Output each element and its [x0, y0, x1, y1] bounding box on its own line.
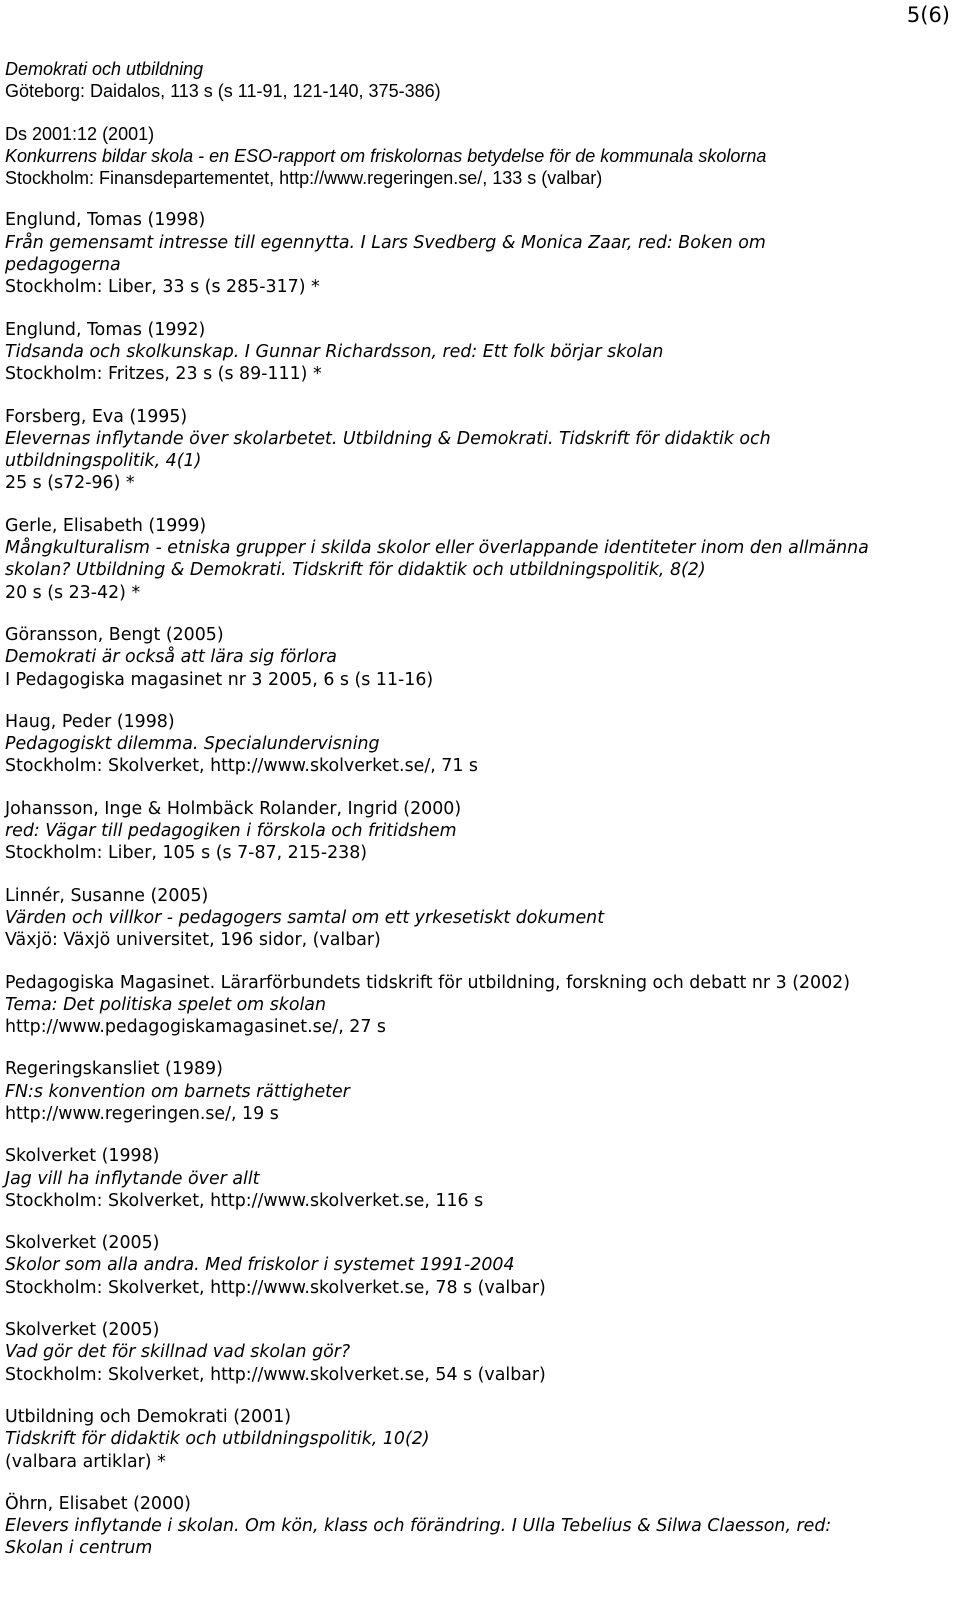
reference-author: Regeringskansliet (1989) — [5, 1059, 223, 1080]
reference-title: Konkurrens bildar skola - en ESO-rapport om friskolornas betydelse för de kommunala skolorna — [5, 145, 767, 166]
reference-author: Göransson, Bengt (2005) — [5, 624, 224, 645]
reference-entry-englund-1998 — [5, 209, 950, 298]
reference-title: Mångkulturalism - etniska grupper i skilda skolor eller överlappande identiteter inom den allmänna — [5, 538, 869, 559]
reference-author: Öhrn, Elisabet (2000) — [5, 1493, 191, 1514]
reference-publication: Stockholm: Liber, 105 s (s 7-87, 215-238) — [5, 843, 368, 864]
reference-entry-linner-2005 — [5, 885, 950, 952]
reference-entry-forsberg-1995 — [5, 406, 950, 495]
reference-author: Skolverket (1998) — [5, 1146, 160, 1167]
reference-entry-haug-1998 — [5, 711, 950, 778]
reference-author: Utbildning och Demokrati (2001) — [5, 1406, 292, 1427]
reference-title: red: Vägar till pedagogiken i förskola och fritidshem — [5, 821, 457, 842]
reference-publication: Stockholm: Skolverket, http://www.skolverket.se, 116 s — [5, 1190, 484, 1211]
reference-publication: Växjö: Växjö universitet, 196 sidor, (valbar) — [5, 930, 381, 951]
reference-title: Pedagogiskt dilemma. Specialundervisning — [5, 734, 380, 755]
reference-author: Englund, Tomas (1998) — [5, 210, 206, 231]
reference-entry-englund-1992 — [5, 319, 950, 386]
reference-list — [5, 58, 950, 1580]
reference-title: Elevernas inflytande över skolarbetet. Utbildning & Demokrati. Tidskrift för didaktik och — [5, 428, 771, 449]
reference-publication: http://www.pedagogiskamagasinet.se/, 27 s — [5, 1017, 386, 1038]
reference-entry-pedagogiska-magasinet-2002 — [5, 972, 950, 1039]
reference-entry-johansson-2000 — [5, 798, 950, 865]
reference-entry-utbildning-och-demokrati-2001 — [5, 1406, 950, 1473]
reference-title: Tidskrift för didaktik och utbildningspolitik, 10(2) — [5, 1429, 430, 1450]
reference-title: Demokrati är också att lära sig förlora — [5, 647, 337, 668]
reference-title: Elevers inflytande i skolan. Om kön, klass och förändring. I Ulla Tebelius & Silwa Claesson, red: — [5, 1516, 832, 1537]
reference-publication: I Pedagogiska magasinet nr 3 2005, 6 s (s 11-16) — [5, 669, 434, 690]
reference-author: Forsberg, Eva (1995) — [5, 406, 188, 427]
reference-entry-ds-2001-12 — [5, 123, 950, 190]
reference-publication: Stockholm: Fritzes, 23 s (s 89-111) * — [5, 364, 322, 385]
reference-publication: Göteborg: Daidalos, 113 s (s 11-91, 121-140, 375-386) — [5, 81, 441, 102]
reference-author: Gerle, Elisabeth (1999) — [5, 515, 207, 536]
reference-author: Ds 2001:12 (2001) — [5, 123, 155, 144]
reference-entry-skolverket-2005a — [5, 1232, 950, 1299]
reference-publication: Stockholm: Liber, 33 s (s 285-317) * — [5, 277, 320, 298]
reference-author: Haug, Peder (1998) — [5, 711, 175, 732]
reference-entry-demokrati-och-utbildning — [5, 58, 950, 103]
reference-title: Värden och villkor - pedagogers samtal om ett yrkesetiskt dokument — [5, 907, 605, 928]
reference-title: Skolor som alla andra. Med friskolor i systemet 1991-2004 — [5, 1255, 515, 1276]
reference-title: Tema: Det politiska spelet om skolan — [5, 994, 326, 1015]
reference-title: Från gemensamt intresse till egennytta. I Lars Svedberg & Monica Zaar, red: Boken om — [5, 232, 766, 253]
reference-publication: Stockholm: Skolverket, http://www.skolverket.se, 78 s (valbar) — [5, 1277, 546, 1298]
reference-publication: 25 s (s72-96) * — [5, 473, 135, 494]
reference-entry-ohrn-2000 — [5, 1493, 950, 1560]
reference-publication: Stockholm: Finansdepartementet, http://www.regeringen.se/, 133 s (valbar) — [5, 168, 603, 189]
reference-author: Skolverket (2005) — [5, 1233, 160, 1254]
reference-author: Englund, Tomas (1992) — [5, 319, 206, 340]
reference-title: Jag vill ha inflytande över allt — [5, 1168, 260, 1189]
reference-title: Vad gör det för skillnad vad skolan gör? — [5, 1342, 351, 1363]
reference-title: pedagogerna — [5, 255, 121, 276]
reference-entry-goransson-2005 — [5, 624, 950, 691]
reference-publication: (valbara artiklar) * — [5, 1451, 166, 1472]
reference-entry-gerle-1999 — [5, 515, 950, 604]
reference-author: Johansson, Inge & Holmbäck Rolander, Ingrid (2000) — [5, 798, 462, 819]
reference-author: Linnér, Susanne (2005) — [5, 885, 209, 906]
reference-title: Tidsanda och skolkunskap. I Gunnar Richardsson, red: Ett folk börjar skolan — [5, 341, 664, 362]
reference-title: Skolan i centrum — [5, 1538, 153, 1559]
reference-publication: 20 s (s 23-42) * — [5, 582, 141, 603]
reference-publication: http://www.regeringen.se/, 19 s — [5, 1103, 279, 1124]
reference-publication: Stockholm: Skolverket, http://www.skolverket.se, 54 s (valbar) — [5, 1364, 546, 1385]
reference-title: skolan? Utbildning & Demokrati. Tidskrift för didaktik och utbildningspolitik, 8(2) — [5, 560, 706, 581]
reference-entry-regeringskansliet-1989 — [5, 1058, 950, 1125]
reference-title: FN:s konvention om barnets rättigheter — [5, 1081, 350, 1102]
reference-author: Demokrati och utbildning — [5, 59, 204, 79]
page-number: 5(6) — [906, 3, 950, 27]
reference-entry-skolverket-1998 — [5, 1145, 950, 1212]
reference-publication: Stockholm: Skolverket, http://www.skolverket.se/, 71 s — [5, 756, 478, 777]
reference-title: utbildningspolitik, 4(1) — [5, 451, 202, 472]
reference-author: Skolverket (2005) — [5, 1320, 160, 1341]
reference-entry-skolverket-2005b — [5, 1319, 950, 1386]
reference-author: Pedagogiska Magasinet. Lärarförbundets tidskrift för utbildning, forskning och debatt nr 3 (2002) — [5, 972, 851, 993]
